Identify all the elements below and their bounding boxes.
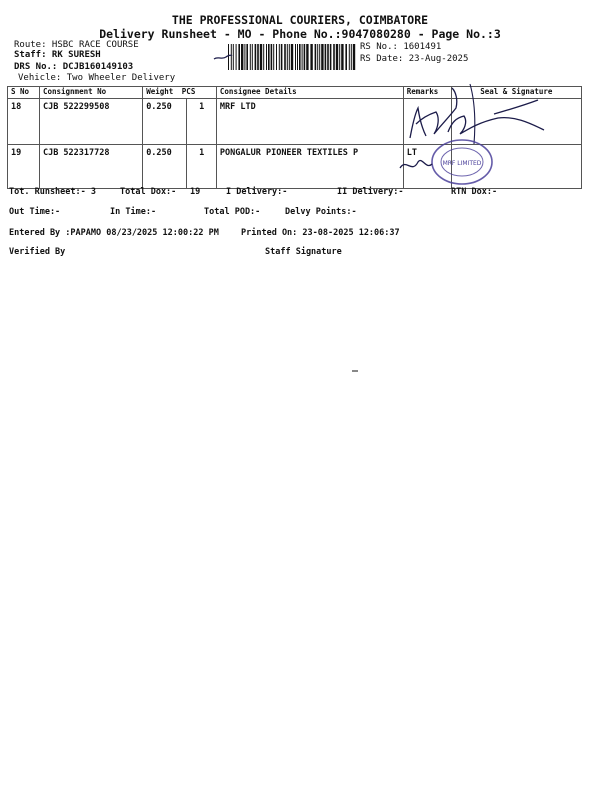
drs-number: DRS No.: DCJB160149103 bbox=[14, 62, 134, 72]
barcode-bar bbox=[228, 44, 229, 70]
barcode-bar bbox=[246, 44, 248, 70]
row-pcs: 1 bbox=[187, 99, 216, 145]
vehicle-label: Vehicle: Two Wheeler Delivery bbox=[18, 73, 176, 83]
barcode-bar bbox=[266, 44, 267, 70]
col-consignee: Consignee Details bbox=[216, 87, 403, 99]
barcode-bar bbox=[231, 44, 232, 70]
barcode-bar bbox=[241, 44, 243, 70]
barcode-bar bbox=[336, 44, 338, 70]
row-pcs: 1 bbox=[187, 145, 216, 189]
barcode-bar bbox=[319, 44, 320, 70]
row-sno: 18 bbox=[8, 99, 40, 145]
total-dox-label: Total Dox:- bbox=[120, 187, 177, 197]
total-dox-value: 19 bbox=[190, 187, 201, 197]
barcode-bar bbox=[351, 44, 352, 70]
col-remarks: Remarks bbox=[403, 87, 451, 99]
staff-label: Staff: RK SURESH bbox=[14, 50, 101, 60]
barcode-bar bbox=[317, 44, 318, 70]
barcode-bar bbox=[304, 44, 306, 70]
runsheet-title: Delivery Runsheet - MO - Phone No.:9047080280 - Page No.:3 bbox=[99, 27, 501, 41]
barcode-bar bbox=[330, 44, 332, 70]
barcode-bar bbox=[353, 44, 355, 70]
consignment-table bbox=[7, 86, 582, 189]
barcode-bar bbox=[284, 44, 286, 70]
barcode-bar bbox=[333, 44, 335, 70]
staff-signature: Staff Signature bbox=[265, 247, 342, 257]
row-consignment: CJB 522317728 bbox=[39, 145, 142, 189]
barcode-bar bbox=[339, 44, 340, 70]
barcode-bar bbox=[281, 44, 283, 70]
company-title: THE PROFESSIONAL COURIERS, COIMBATORE bbox=[171, 13, 429, 27]
rs-number: RS No.: 1601491 bbox=[360, 42, 442, 52]
row-sno: 19 bbox=[8, 145, 40, 189]
row-consignee: MRF LTD bbox=[216, 99, 403, 145]
row-seal bbox=[451, 99, 581, 145]
barcode-bar bbox=[252, 44, 253, 70]
barcode-bar bbox=[263, 44, 264, 70]
row-remarks bbox=[403, 99, 451, 145]
barcode-bar bbox=[302, 44, 303, 70]
barcode-bar bbox=[255, 44, 257, 70]
barcode-bar bbox=[310, 44, 312, 70]
col-seal-signature: Seal & Signature bbox=[451, 87, 581, 99]
total-pod: Total POD:- bbox=[204, 207, 261, 217]
barcode-bar bbox=[236, 44, 237, 70]
barcode bbox=[228, 44, 356, 70]
barcode-bar bbox=[250, 44, 251, 70]
barcode-bar bbox=[273, 44, 274, 70]
verified-by: Verified By bbox=[9, 247, 66, 257]
table-row bbox=[8, 99, 582, 145]
delvy-points: Delvy Points:- bbox=[285, 207, 357, 217]
out-time: Out Time:- bbox=[9, 207, 61, 217]
barcode-bar bbox=[325, 44, 327, 70]
barcode-bar bbox=[299, 44, 301, 70]
barcode-bar bbox=[233, 44, 234, 70]
i-delivery: I Delivery:- bbox=[226, 187, 288, 197]
col-weight-pcs bbox=[143, 87, 217, 99]
entered-by: Entered By :PAPAMO 08/23/2025 12:00:22 PM bbox=[9, 228, 219, 238]
barcode-bar bbox=[276, 44, 277, 70]
rtn-dox: RTN Dox:- bbox=[451, 187, 498, 197]
barcode-bar bbox=[315, 44, 317, 70]
barcode-bar bbox=[341, 44, 343, 70]
row-remarks: LT bbox=[403, 145, 451, 189]
row-seal bbox=[451, 145, 581, 189]
col-weight: Weight bbox=[146, 87, 174, 96]
barcode-bar bbox=[244, 44, 245, 70]
in-time: In Time:- bbox=[110, 207, 157, 217]
route-label: Route: HSBC RACE COURSE bbox=[14, 40, 139, 50]
row-consignee: PONGALUR PIONEER TEXTILES P bbox=[216, 145, 403, 189]
barcode-bar bbox=[257, 44, 259, 70]
barcode-bar bbox=[238, 44, 240, 70]
barcode-bar bbox=[297, 44, 298, 70]
barcode-bar bbox=[289, 44, 290, 70]
row-weight: 0.250 bbox=[143, 145, 187, 189]
barcode-bar bbox=[268, 44, 270, 70]
col-sno: S No bbox=[8, 87, 40, 99]
table-row bbox=[8, 145, 582, 189]
row-consignment: CJB 522299508 bbox=[39, 99, 142, 145]
rs-date: RS Date: 23-Aug-2025 bbox=[360, 54, 469, 64]
barcode-bar bbox=[295, 44, 296, 70]
stamp-text: MRF LIMITED bbox=[442, 160, 482, 167]
ii-delivery: II Delivery:- bbox=[337, 187, 404, 197]
barcode-bar bbox=[327, 44, 329, 70]
barcode-bar bbox=[321, 44, 323, 70]
row-weight: 0.250 bbox=[143, 99, 187, 145]
barcode-bar bbox=[287, 44, 288, 70]
scan-speck bbox=[352, 370, 358, 372]
barcode-bar bbox=[306, 44, 308, 70]
barcode-bar bbox=[291, 44, 293, 70]
barcode-bar bbox=[271, 44, 273, 70]
tot-runsheet: Tot. Runsheet:- 3 bbox=[9, 187, 96, 197]
barcode-bar bbox=[349, 44, 350, 70]
col-consignment: Consignment No bbox=[39, 87, 142, 99]
barcode-bar bbox=[345, 44, 347, 70]
printed-on: Printed On: 23-08-2025 12:06:37 bbox=[241, 228, 400, 238]
barcode-bar bbox=[260, 44, 262, 70]
col-pcs: PCS bbox=[181, 87, 196, 96]
barcode-bar bbox=[279, 44, 280, 70]
table-header bbox=[8, 87, 582, 99]
